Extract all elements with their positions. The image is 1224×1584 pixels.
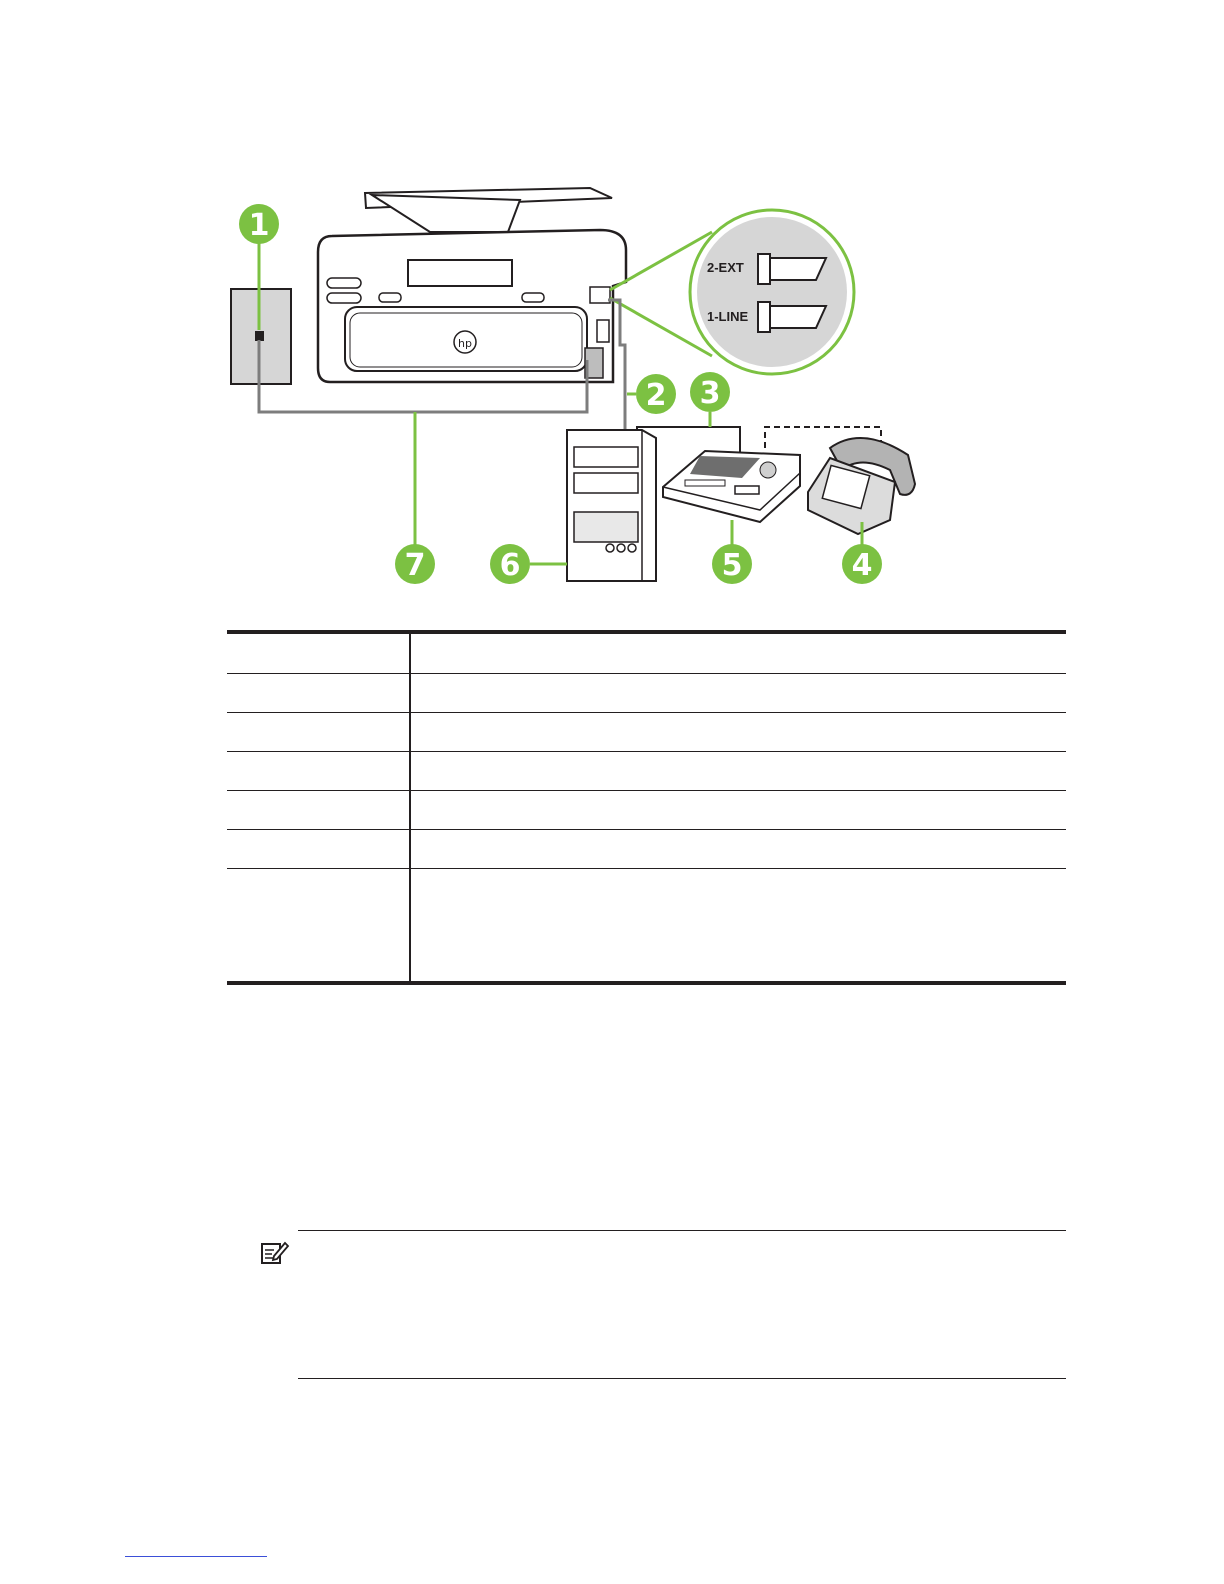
- svg-text:7: 7: [404, 548, 426, 583]
- callout-4: [842, 544, 882, 584]
- svg-text:3: 3: [699, 376, 721, 411]
- port-label-ext: 2-EXT: [707, 260, 744, 275]
- table-row: [227, 713, 1066, 752]
- legend-description-cell: [410, 791, 1066, 830]
- legend-number-cell: [227, 752, 410, 791]
- legend-number-cell: [227, 791, 410, 830]
- table-row: [227, 869, 1066, 984]
- telephone: [808, 438, 915, 534]
- wall-jack: [231, 289, 291, 384]
- legend-number-cell: [227, 830, 410, 869]
- answering-machine: [663, 451, 800, 522]
- footer-link-rule: [125, 1556, 267, 1557]
- legend-description-cell: [410, 674, 1066, 713]
- table-row: [227, 752, 1066, 791]
- legend-table: [227, 630, 1066, 985]
- svg-text:1: 1: [248, 208, 270, 243]
- note-pencil-icon: [260, 1240, 290, 1266]
- legend-description-cell: [410, 830, 1066, 869]
- printer-rear: [318, 188, 626, 382]
- port-label-line: 1-LINE: [707, 309, 749, 324]
- table-row: [227, 791, 1066, 830]
- table-row: [227, 632, 1066, 674]
- table-row: [227, 674, 1066, 713]
- legend-number-cell: [227, 674, 410, 713]
- legend-description-cell: [410, 752, 1066, 791]
- port-magnifier: [610, 210, 854, 374]
- legend-description-cell: [410, 632, 1066, 674]
- svg-text:6: 6: [499, 548, 521, 583]
- legend-number-cell: [227, 869, 410, 984]
- legend-number-cell: [227, 632, 410, 674]
- legend-description-cell: [410, 869, 1066, 984]
- callout-1: [239, 204, 279, 244]
- port-ext: [758, 254, 826, 284]
- callout-3: [690, 372, 730, 412]
- svg-text:5: 5: [721, 548, 743, 583]
- port-line: [758, 302, 826, 332]
- computer-tower: [567, 430, 656, 581]
- callout-5: [712, 544, 752, 584]
- fax-setup-diagram: [0, 0, 1224, 600]
- callout-6: [490, 544, 530, 584]
- table-row: [227, 830, 1066, 869]
- note-box: [298, 1230, 1066, 1379]
- svg-text:hp: hp: [458, 337, 472, 350]
- callout-7: [395, 544, 435, 584]
- legend-description-cell: [410, 713, 1066, 752]
- svg-text:4: 4: [851, 548, 873, 583]
- legend-number-cell: [227, 713, 410, 752]
- svg-text:2: 2: [645, 378, 667, 413]
- callout-2: [636, 374, 676, 414]
